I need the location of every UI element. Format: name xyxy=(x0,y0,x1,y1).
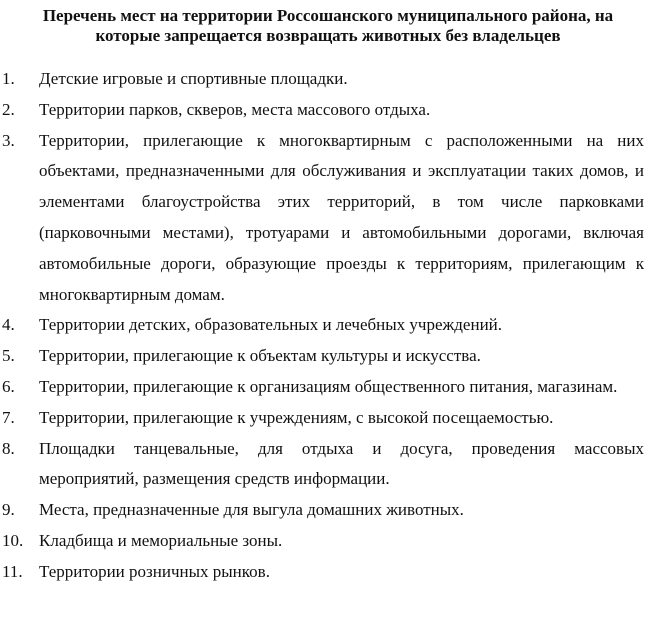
item-number: 8. xyxy=(2,438,15,458)
item-number: 9. xyxy=(2,500,15,520)
item-number: 3. xyxy=(2,130,15,150)
item-number: 5. xyxy=(2,346,15,366)
item-number: 6. xyxy=(2,376,15,396)
list-item xyxy=(0,341,656,372)
item-number: 1. xyxy=(2,69,15,88)
item-text: Кладбища и мемориальные зоны. xyxy=(39,530,283,550)
item-text: Площадки танцевальные, для отдыха и досуга, проведения массовых мероприятий, размещения средств информации. xyxy=(39,438,644,489)
list-item xyxy=(0,126,656,311)
item-number: 4. xyxy=(2,315,15,335)
item-text: Территории детских, образовательных и лечебных учреждений. xyxy=(39,315,503,335)
item-number: 11. xyxy=(2,561,23,581)
list-item xyxy=(0,434,656,496)
list-item xyxy=(0,372,656,403)
list-item xyxy=(0,310,656,341)
item-text: Территории, прилегающие к учреждениям, с высокой посещаемостью. xyxy=(39,407,554,427)
item-number: 10. xyxy=(2,530,24,550)
list-item xyxy=(0,495,656,526)
list-item xyxy=(0,403,656,434)
item-text: Детские игровые и спортивные площадки. xyxy=(39,69,348,88)
item-text: Территории, прилегающие к многоквартирным с расположенными на них объектами, предназначенными для обслуживания и эксплуатации таких домов, и элементами благоустройства этих территорий, в том числе парковками (парковочными местами), тротуарами и автомобильными дорогами, включая автомобильные дороги, образующие проезды к территориям, прилегающим к многоквартирным домам. xyxy=(39,130,644,304)
item-text: Территории, прилегающие к организациям общественного питания, магазинам. xyxy=(39,376,618,396)
list-item xyxy=(0,526,656,557)
list-item xyxy=(0,95,656,126)
places-list xyxy=(0,64,656,588)
item-text: Места, предназначенные для выгула домашних животных. xyxy=(39,500,464,520)
item-number: 2. xyxy=(2,99,15,119)
list-item xyxy=(0,64,656,95)
list-item xyxy=(0,557,656,588)
document-title xyxy=(0,6,656,46)
title-line-1: Перечень мест на территории Россошанского муниципального района, на xyxy=(42,6,614,25)
item-text: Территории розничных рынков. xyxy=(39,561,270,581)
title-line-2: которые запрещается возвращать животных без владельцев xyxy=(95,26,561,45)
item-text: Территории парков, скверов, места массового отдыха. xyxy=(39,99,431,119)
item-text: Территории, прилегающие к объектам культуры и искусства. xyxy=(39,346,481,366)
item-number: 7. xyxy=(2,407,15,427)
